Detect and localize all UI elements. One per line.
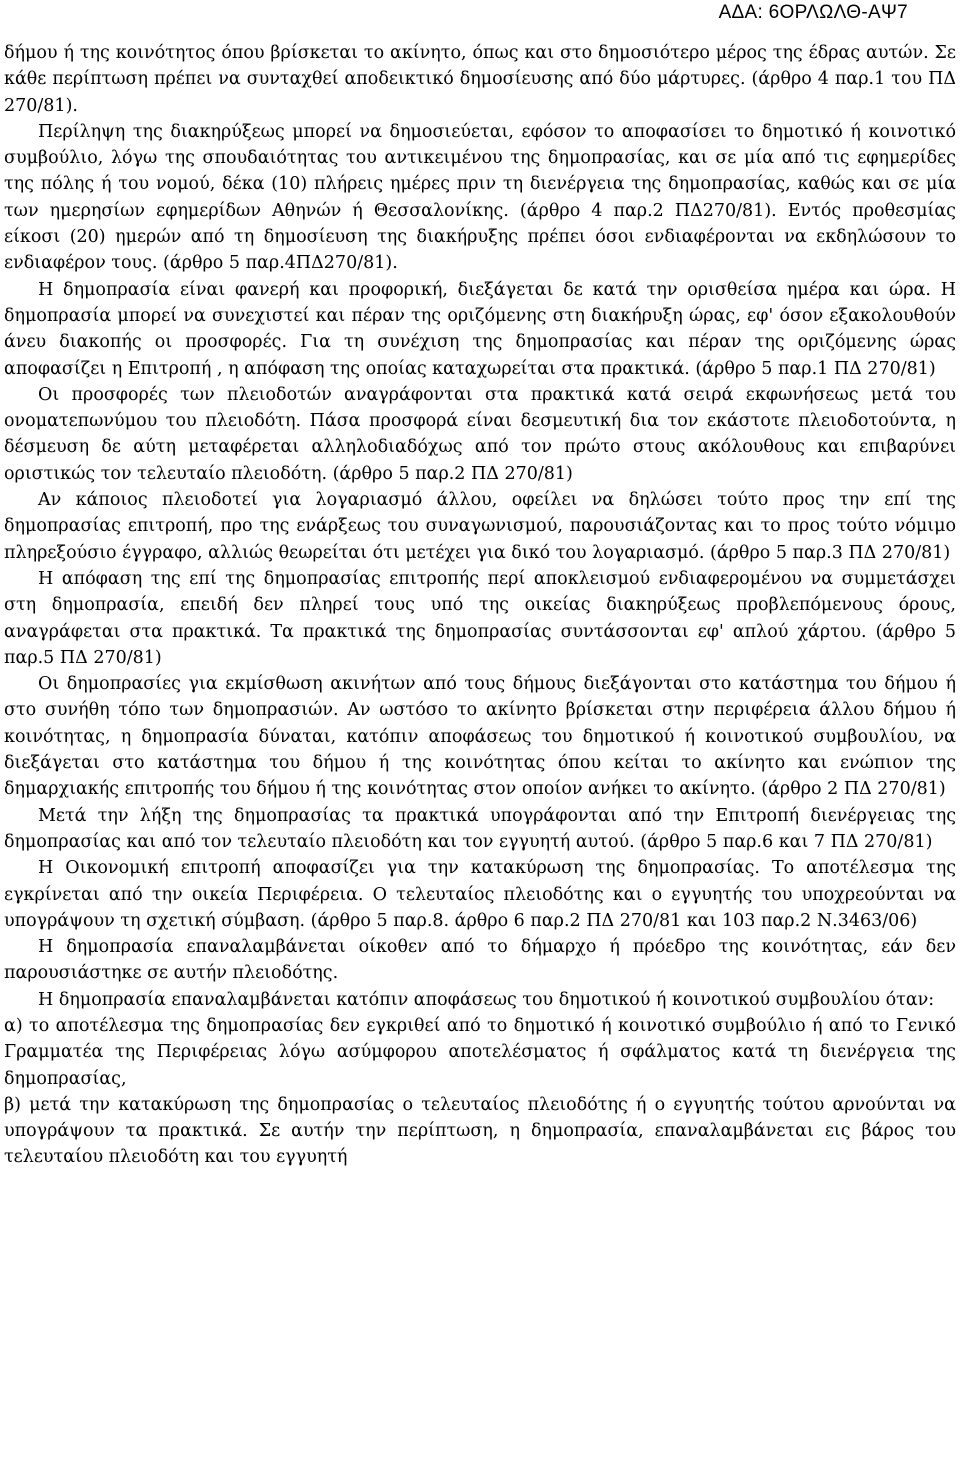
paragraph-award-approval: Η Οικονομική επιτροπή αποφασίζει για την κατακύρωση της δημοπρασίας. Το αποτέλεσμα της εγκρίνεται από την οικεία Περιφέρεια. Ο τελευταίος πλειοδότης και ο εγγυητής του υποχρεούνται να υπογράψουν τη σχετική σύμβαση. (άρθρο 5 παρ.8. άρθρο 6 παρ.2 ΠΔ 270/81 και 103 παρ.2 Ν.3463/06) xyxy=(4,858,956,931)
document-body xyxy=(4,40,956,1171)
paragraph-auction-procedure: Η δημοπρασία είναι φανερή και προφορική, διεξάγεται δε κατά την ορισθείσα ημέρα και ώρα. Η δημοπρασία μπορεί να συνεχιστεί και πέραν της οριζόμενης στη διακήρυξη ώρας, εφ' όσον εξακολουθούν άνευ διακοπής οι προσφορές. Για τη συνέχιση της δημοπρασίας και πέραν της οριζόμενης ώρας αποφασίζει η Επιτροπή , η απόφαση της οποίας καταχωρείται στα πρακτικά. (άρθρο 5 παρ.1 ΠΔ 270/81) xyxy=(4,279,956,379)
paragraph-minutes-signing: Μετά την λήξη της δημοπρασίας τα πρακτικά υπογράφονται από την Επιτροπή διενέργειας της δημοπρασίας και από τον τελευταίο πλειοδότη και τον εγγυητή αυτού. (άρθρο 5 παρ.6 και 7 ΠΔ 270/81) xyxy=(4,805,956,852)
paragraph-condition-a: α) το αποτέλεσμα της δημοπρασίας δεν εγκριθεί από το δημοτικό ή κοινοτικό συμβούλιο ή από το Γενικό Γραμματέα της Περιφέρειας λόγω ασύμφορου αποτελέσματος ή σφάλματος κατά τη διενέργεια της δημοπρασίας, xyxy=(4,1015,956,1089)
paragraph-publication-proof: δήμου ή της κοινότητος όπου βρίσκεται το ακίνητο, όπως και στο δημοσιότερο μέρος της έδρας αυτών. Σε κάθε περίπτωση πρέπει να συνταχθεί αποδεικτικό δημοσίευσης από δύο μάρτυρες. (άρθρο 4 παρ.1 του ΠΔ 270/81). xyxy=(4,43,956,116)
paragraph-repeat-no-bidder: Η δημοπρασία επαναλαμβάνεται οίκοθεν από το δήμαρχο ή πρόεδρο της κοινότητας, εάν δεν παρουσιάστηκε σε αυτήν πλειοδότης. xyxy=(4,937,956,984)
paragraph-repeat-conditions: Η δημοπρασία επαναλαμβάνεται κατόπιν αποφάσεως του δημοτικού ή κοινοτικού συμβουλίου όταν: xyxy=(38,989,935,1010)
paragraph-condition-b: β) μετά την κατακύρωση της δημοπρασίας ο τελευταίος πλειοδότης ή ο εγγυητής τούτου αρνούνται να υπογράψουν τα πρακτικά. Σε αυτήν την περίπτωση, η δημοπρασία, επαναλαμβάνεται εις βάρος του τελευταίου πλειοδότη και του εγγυητή xyxy=(4,1094,956,1168)
paragraph-summary-publication: Περίληψη της διακηρύξεως μπορεί να δημοσιεύεται, εφόσον το αποφασίσει το δημοτικό ή κοινοτικό συμβούλιο, λόγω της σπουδαιότητας του αντικειμένου της δημοπρασίας, και σε μία από τις εφημερίδες της πόλης ή του νομού, δέκα (10) πλήρεις ημέρες πριν τη διενέργεια της δημοπρασίας, καθώς και σε μία των ημερησίων εφημερίδων Αθηνών ή Θεσσαλονίκης. (άρθρο 4 παρ.2 ΠΔ270/81). Εντός προθεσμίας είκοσι (20) ημερών από τη δημοσίευση της διακήρυξης πρέπει όσοι ενδιαφέρονται να εκδηλώσουν το ενδιαφέρον τους. (άρθρο 5 παρ.4ΠΔ270/81). xyxy=(4,121,956,274)
paragraph-bids-recording: Οι προσφορές των πλειοδοτών αναγράφονται στα πρακτικά κατά σειρά εκφωνήσεως μετά του ονοματεπωνύμου του πλειοδότη. Πάσα προσφορά είναι δεσμευτική δια τον εκάστοτε πλειοδοτούντα, η δέσμευση δε αύτη μεταφέρεται αλληλοδιαδόχως από τον πρώτο στους ακόλουθους και επιβαρύνει οριστικώς τον τελευταίο πλειοδότη. (άρθρο 5 παρ.2 ΠΔ 270/81) xyxy=(4,384,956,484)
paragraph-exclusion-decision: Η απόφαση της επί της δημοπρασίας επιτροπής περί αποκλεισμού ενδιαφερομένου να συμμετάσχει στη δημοπρασία, επειδή δεν πληρεί τους υπό της οικείας διακηρύξεως προβλεπόμενους όρους, αναγράφεται στα πρακτικά. Τα πρακτικά της δημοπρασίας συντάσσονται εφ' απλού χάρτου. (άρθρο 5 παρ.5 ΠΔ 270/81) xyxy=(4,568,956,668)
paragraph-bidding-on-behalf: Αν κάποιος πλειοδοτεί για λογαριασμό άλλου, οφείλει να δηλώσει τούτο προς την επί της δημοπρασίας επιτροπή, προ της ενάρξεως του συναγωνισμού, παρουσιάζοντας και το προς τούτο νόμιμο πληρεξούσιο έγγραφο, αλλιώς θεωρείται ότι μετέχει για δικό του λογαριασμό. (άρθρο 5 παρ.3 ΠΔ 270/81) xyxy=(4,490,956,563)
document-code: ΑΔΑ: 6ΟΡΛΩΛΘ-ΑΨ7 xyxy=(718,2,908,23)
paragraph-auction-location: Οι δημοπρασίες για εκμίσθωση ακινήτων από τους δήμους διεξάγονται στο κατάστημα του δήμου ή στο συνήθη τόπο των δημοπρασιών. Αν ωστόσο το ακίνητο βρίσκεται στην περιφέρεια άλλου δήμου ή κοινότητας, η δημοπρασία δύναται, κατόπιν αποφάσεως του δημοτικού ή κοινοτικού συμβουλίου, να διεξάγεται στο κατάστημα του δήμου ή της κοινότητας όπου κείται το ακίνητο και ενώπιον της δημαρχιακής επιτροπής του δήμου ή της κοινότητας στον οποίον ανήκει το ακίνητο. (άρθρο 2 ΠΔ 270/81) xyxy=(4,674,956,800)
